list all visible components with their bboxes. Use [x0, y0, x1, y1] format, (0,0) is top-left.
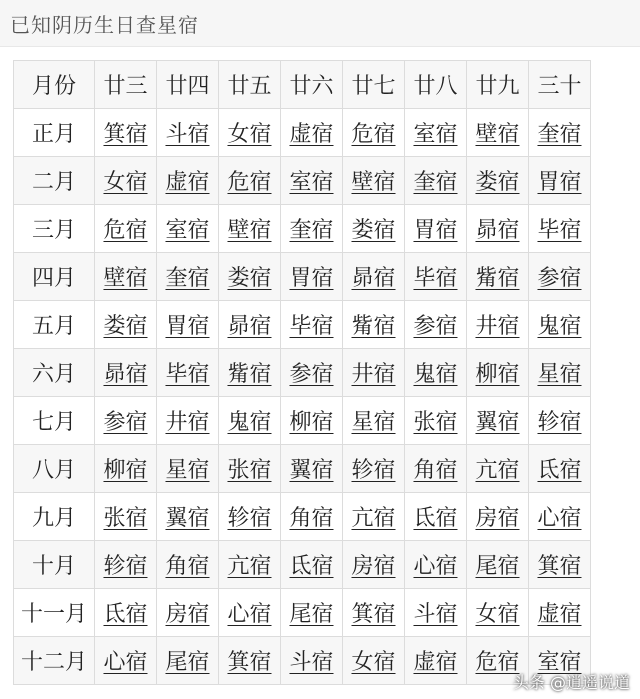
header-day: 廿六: [281, 61, 343, 109]
month-label: 九月: [14, 493, 95, 541]
mansion-cell: [405, 493, 467, 541]
mansion-link[interactable]: 觜宿: [227, 362, 272, 387]
mansion-link[interactable]: 星宿: [351, 410, 396, 435]
mansion-cell: [157, 349, 219, 397]
mansion-link[interactable]: 翼宿: [165, 506, 210, 531]
mansion-link[interactable]: 房宿: [165, 602, 210, 627]
mansion-link[interactable]: 井宿: [165, 410, 210, 435]
mansion-cell: [405, 253, 467, 301]
mansion-link[interactable]: 室宿: [413, 122, 458, 147]
mansion-cell: [529, 205, 591, 253]
mansion-link[interactable]: 鬼宿: [227, 410, 272, 435]
mansion-cell: [219, 109, 281, 157]
mansion-link[interactable]: 亢宿: [227, 554, 272, 579]
mansion-link[interactable]: 虚宿: [413, 650, 458, 675]
mansion-cell: [281, 205, 343, 253]
mansion-link[interactable]: 鬼宿: [413, 362, 458, 387]
mansion-cell: [467, 301, 529, 349]
mansion-cell: [529, 397, 591, 445]
mansion-link[interactable]: 危宿: [103, 218, 148, 243]
mansion-link[interactable]: 女宿: [227, 122, 272, 147]
mansion-cell: [529, 445, 591, 493]
mansion-cell: [467, 253, 529, 301]
mansion-link[interactable]: 角宿: [165, 554, 210, 579]
mansion-link[interactable]: 胃宿: [289, 266, 334, 291]
mansion-cell: [467, 109, 529, 157]
table-row: [14, 541, 591, 589]
mansion-cell: [157, 541, 219, 589]
mansion-cell: [467, 445, 529, 493]
mansion-link[interactable]: 娄宿: [475, 170, 520, 195]
header-month: 月份: [14, 61, 95, 109]
month-label: 五月: [14, 301, 95, 349]
mansion-link[interactable]: 奎宿: [413, 170, 458, 195]
mansion-link[interactable]: 女宿: [103, 170, 148, 195]
table-row: [14, 157, 591, 205]
mansion-link[interactable]: 氐宿: [103, 602, 148, 627]
mansion-link[interactable]: 亢宿: [351, 506, 396, 531]
mansion-link[interactable]: 昴宿: [475, 218, 520, 243]
month-label: 三月: [14, 205, 95, 253]
mansion-link[interactable]: 奎宿: [165, 266, 210, 291]
header-day: 廿四: [157, 61, 219, 109]
mansion-cell: [343, 589, 405, 637]
mansion-cell: [405, 109, 467, 157]
month-label: 八月: [14, 445, 95, 493]
table-body: [14, 61, 591, 685]
mansion-cell: [343, 157, 405, 205]
table-row: [14, 397, 591, 445]
mansion-link[interactable]: 虚宿: [289, 122, 334, 147]
mansion-cell: [343, 445, 405, 493]
mansion-cell: [467, 541, 529, 589]
mansion-cell: [95, 157, 157, 205]
mansion-cell: [281, 157, 343, 205]
mansion-cell: [157, 445, 219, 493]
mansion-link[interactable]: 娄宿: [227, 266, 272, 291]
mansion-link[interactable]: 尾宿: [165, 650, 210, 675]
mansion-cell: [343, 349, 405, 397]
mansion-cell: [281, 109, 343, 157]
mansion-link[interactable]: 危宿: [227, 170, 272, 195]
mansion-link[interactable]: 室宿: [165, 218, 210, 243]
mansion-link[interactable]: 箕宿: [537, 554, 582, 579]
mansion-cell: [157, 205, 219, 253]
mansion-link[interactable]: 柳宿: [475, 362, 520, 387]
mansion-link[interactable]: 奎宿: [289, 218, 334, 243]
mansion-cell: [281, 445, 343, 493]
month-label: 正月: [14, 109, 95, 157]
mansion-cell: [95, 589, 157, 637]
mansion-link[interactable]: 张宿: [227, 458, 272, 483]
mansion-link[interactable]: 箕宿: [351, 602, 396, 627]
mansion-cell: [405, 397, 467, 445]
mansion-link[interactable]: 斗宿: [165, 122, 210, 147]
header-row: [14, 61, 591, 109]
mansion-link[interactable]: 心宿: [413, 554, 458, 579]
mansion-cell: [529, 301, 591, 349]
mansion-cell: [95, 301, 157, 349]
header-day: 廿七: [343, 61, 405, 109]
mansion-link[interactable]: 参宿: [289, 362, 334, 387]
mansion-cell: [95, 637, 157, 685]
mansion-link[interactable]: 毕宿: [289, 314, 334, 339]
mansion-cell: [529, 493, 591, 541]
mansion-cell: [219, 589, 281, 637]
mansion-link[interactable]: 心宿: [537, 506, 582, 531]
mansion-link[interactable]: 觜宿: [351, 314, 396, 339]
mansion-link[interactable]: 壁宿: [103, 266, 148, 291]
mansion-cell: [405, 541, 467, 589]
mansion-link[interactable]: 危宿: [351, 122, 396, 147]
table-row: [14, 253, 591, 301]
mansion-cell: [405, 205, 467, 253]
mansion-link[interactable]: 参宿: [537, 266, 582, 291]
mansion-cell: [219, 397, 281, 445]
month-label: 二月: [14, 157, 95, 205]
mansion-link[interactable]: 昴宿: [103, 362, 148, 387]
mansion-cell: [95, 109, 157, 157]
mansion-link[interactable]: 星宿: [537, 362, 582, 387]
mansion-cell: [467, 397, 529, 445]
mansion-cell: [219, 541, 281, 589]
mansion-cell: [343, 397, 405, 445]
mansion-cell: [529, 157, 591, 205]
mansion-cell: [95, 445, 157, 493]
mansion-cell: [529, 109, 591, 157]
mansion-cell: [281, 541, 343, 589]
mansion-cell: [157, 493, 219, 541]
mansion-link[interactable]: 虚宿: [165, 170, 210, 195]
mansion-link[interactable]: 井宿: [475, 314, 520, 339]
mansion-link[interactable]: 翼宿: [475, 410, 520, 435]
mansion-cell: [281, 589, 343, 637]
table-row: [14, 301, 591, 349]
table-row: [14, 349, 591, 397]
page-title: 已知阴历生日查星宿: [10, 13, 199, 37]
month-label: 十月: [14, 541, 95, 589]
mansion-cell: [281, 253, 343, 301]
mansion-link[interactable]: 危宿: [475, 650, 520, 675]
mansion-link[interactable]: 尾宿: [289, 602, 334, 627]
mansion-cell: [157, 637, 219, 685]
mansion-link[interactable]: 壁宿: [475, 122, 520, 147]
mansion-cell: [281, 301, 343, 349]
mansion-link[interactable]: 壁宿: [227, 218, 272, 243]
mansion-link[interactable]: 女宿: [475, 602, 520, 627]
mansion-cell: [405, 301, 467, 349]
mansion-link[interactable]: 室宿: [289, 170, 334, 195]
mansion-link[interactable]: 轸宿: [227, 506, 272, 531]
mansion-link[interactable]: 胃宿: [537, 170, 582, 195]
mansion-cell: [467, 205, 529, 253]
mansion-link[interactable]: 斗宿: [289, 650, 334, 675]
mansion-cell: [343, 541, 405, 589]
mansion-link[interactable]: 轸宿: [537, 410, 582, 435]
mansion-cell: [343, 493, 405, 541]
table-row: [14, 589, 591, 637]
mansion-link[interactable]: 女宿: [351, 650, 396, 675]
mansion-cell: [157, 589, 219, 637]
mansion-cell: [343, 205, 405, 253]
mansion-cell: [343, 301, 405, 349]
mansion-link[interactable]: 参宿: [413, 314, 458, 339]
mansion-link[interactable]: 胃宿: [413, 218, 458, 243]
mansion-link[interactable]: 氐宿: [537, 458, 582, 483]
mansion-cell: [281, 493, 343, 541]
mansion-link[interactable]: 壁宿: [351, 170, 396, 195]
mansion-cell: [343, 637, 405, 685]
mansion-cell: [219, 253, 281, 301]
mansion-link[interactable]: 室宿: [537, 650, 582, 675]
header-day: 廿九: [467, 61, 529, 109]
mansion-cell: [405, 589, 467, 637]
table-row: [14, 205, 591, 253]
mansion-link[interactable]: 井宿: [351, 362, 396, 387]
mansion-cell: [219, 445, 281, 493]
header-day: 廿五: [219, 61, 281, 109]
mansion-link[interactable]: 箕宿: [103, 122, 148, 147]
month-label: 十二月: [14, 637, 95, 685]
month-label: 六月: [14, 349, 95, 397]
mansion-link[interactable]: 张宿: [103, 506, 148, 531]
mansion-link[interactable]: 娄宿: [351, 218, 396, 243]
mansion-cell: [529, 253, 591, 301]
mansion-cell: [467, 493, 529, 541]
header-day: 三十: [529, 61, 591, 109]
mansion-cell: [467, 349, 529, 397]
mansion-cell: [95, 397, 157, 445]
mansion-link[interactable]: 氐宿: [289, 554, 334, 579]
mansion-cell: [219, 349, 281, 397]
month-label: 四月: [14, 253, 95, 301]
month-label: 十一月: [14, 589, 95, 637]
mansion-cell: [529, 589, 591, 637]
mansion-link[interactable]: 斗宿: [413, 602, 458, 627]
mansion-link[interactable]: 柳宿: [289, 410, 334, 435]
table-row: [14, 493, 591, 541]
mansion-cell: [219, 205, 281, 253]
mansion-link[interactable]: 胃宿: [165, 314, 210, 339]
mansion-cell: [95, 253, 157, 301]
mansion-cell: [157, 397, 219, 445]
mansion-cell: [281, 349, 343, 397]
mansion-cell: [281, 397, 343, 445]
mansion-cell: [95, 541, 157, 589]
mansion-link[interactable]: 亢宿: [475, 458, 520, 483]
mansion-cell: [219, 637, 281, 685]
table-row: [14, 637, 591, 685]
mansion-link[interactable]: 娄宿: [103, 314, 148, 339]
mansion-link[interactable]: 心宿: [103, 650, 148, 675]
mansion-link[interactable]: 昴宿: [351, 266, 396, 291]
mansion-cell: [157, 301, 219, 349]
mansion-link[interactable]: 柳宿: [103, 458, 148, 483]
mansion-cell: [95, 493, 157, 541]
mansion-cell: [219, 493, 281, 541]
header-day: 廿八: [405, 61, 467, 109]
month-label: 七月: [14, 397, 95, 445]
mansion-cell: [343, 109, 405, 157]
mansion-link[interactable]: 毕宿: [165, 362, 210, 387]
mansion-link[interactable]: 昴宿: [227, 314, 272, 339]
mansion-cell: [405, 157, 467, 205]
mansion-cell: [157, 253, 219, 301]
mansion-cell: [219, 157, 281, 205]
mansion-cell: [467, 157, 529, 205]
mansion-link[interactable]: 箕宿: [227, 650, 272, 675]
mansion-cell: [405, 637, 467, 685]
mansion-lookup-table: [13, 60, 591, 685]
mansion-cell: [405, 445, 467, 493]
mansion-link[interactable]: 心宿: [227, 602, 272, 627]
mansion-link[interactable]: 张宿: [413, 410, 458, 435]
header-day: 廿三: [95, 61, 157, 109]
mansion-cell: [95, 205, 157, 253]
mansion-link[interactable]: 参宿: [103, 410, 148, 435]
mansion-link[interactable]: 毕宿: [537, 218, 582, 243]
mansion-cell: [529, 349, 591, 397]
mansion-cell: [157, 109, 219, 157]
mansion-link[interactable]: 星宿: [165, 458, 210, 483]
mansion-link[interactable]: 房宿: [475, 506, 520, 531]
mansion-cell: [405, 349, 467, 397]
table-row: [14, 445, 591, 493]
mansion-cell: [157, 157, 219, 205]
mansion-cell: [219, 301, 281, 349]
mansion-cell: [95, 349, 157, 397]
mansion-link[interactable]: 奎宿: [537, 122, 582, 147]
mansion-cell: [343, 253, 405, 301]
mansion-cell: [467, 589, 529, 637]
mansion-link[interactable]: 角宿: [413, 458, 458, 483]
mansion-link[interactable]: 尾宿: [475, 554, 520, 579]
mansion-link[interactable]: 轸宿: [351, 458, 396, 483]
mansion-cell: [281, 637, 343, 685]
mansion-link[interactable]: 鬼宿: [537, 314, 582, 339]
mansion-link[interactable]: 房宿: [351, 554, 396, 579]
mansion-link[interactable]: 虚宿: [537, 602, 582, 627]
mansion-link[interactable]: 翼宿: [289, 458, 334, 483]
mansion-link[interactable]: 毕宿: [413, 266, 458, 291]
mansion-link[interactable]: 觜宿: [475, 266, 520, 291]
mansion-cell: [529, 541, 591, 589]
table-row: [14, 109, 591, 157]
mansion-link[interactable]: 角宿: [289, 506, 334, 531]
watermark: 头条 @逍遥说道: [512, 673, 630, 692]
mansion-link[interactable]: 氐宿: [413, 506, 458, 531]
mansion-link[interactable]: 轸宿: [103, 554, 148, 579]
title-bar: [0, 0, 640, 47]
